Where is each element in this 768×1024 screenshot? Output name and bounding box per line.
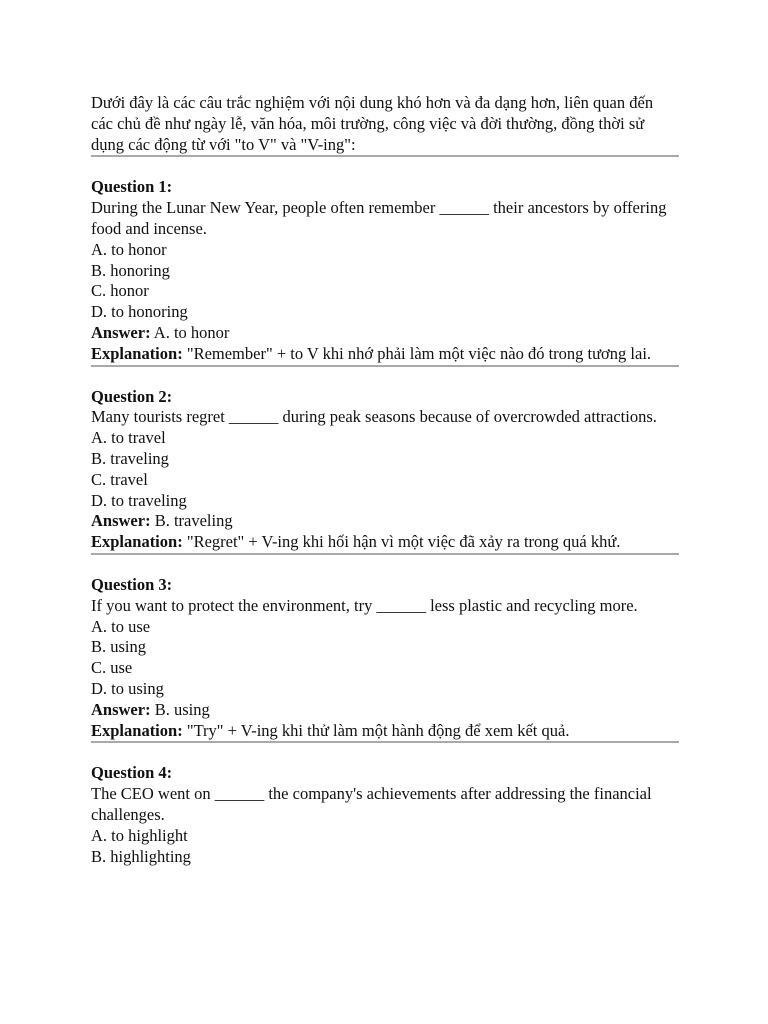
question-stem: Many tourists regret ______ during peak seasons because of overcrowded attractions. (91, 407, 657, 427)
answer-value: B. using (154, 699, 210, 719)
explanation-text: "Try" + V-ing khi thử làm một hành động để xem kết quả. (186, 720, 570, 740)
question-stem: During the Lunar New Year, people often remember ______ their ancestors by offering food and incense. (91, 198, 667, 238)
document-body (91, 93, 679, 867)
question-block (91, 177, 679, 364)
option: B. highlighting (91, 846, 191, 866)
answer-label: Answer: (91, 511, 151, 531)
option: D. to honoring (91, 302, 188, 322)
section-divider (91, 553, 679, 555)
question-title: Question 1: (91, 177, 173, 197)
question-block (91, 763, 679, 867)
explanation-text: "Remember" + to V khi nhớ phải làm một việc nào đó trong tương lai. (186, 343, 652, 363)
option: B. using (91, 637, 147, 657)
question-block (91, 387, 679, 553)
answer-line (91, 511, 679, 532)
answer-label: Answer: (91, 322, 151, 342)
answer-value: A. to honor (153, 322, 230, 342)
intro-paragraph: Dưới đây là các câu trắc nghiệm với nội dung khó hơn và đa dạng hơn, liên quan đến các chủ đề như ngày lễ, văn hóa, môi trường, công việc và đời thường, đồng thời sử dụng các động từ với "to V" và "V-ing": (91, 93, 654, 154)
explanation-label: Explanation: (91, 532, 183, 552)
question-title: Question 4: (91, 763, 173, 783)
option: A. to honor (91, 239, 167, 259)
option: C. use (91, 658, 133, 678)
explanation-line (91, 532, 679, 553)
explanation-line (91, 721, 679, 742)
answer-value: B. traveling (154, 511, 233, 531)
option: A. to travel (91, 428, 166, 448)
question-block (91, 575, 679, 741)
question-title: Question 3: (91, 574, 173, 594)
explanation-line (91, 344, 679, 365)
option: B. honoring (91, 260, 170, 280)
question-stem: If you want to protect the environment, try ______ less plastic and recycling more. (91, 595, 638, 615)
answer-line (91, 323, 679, 344)
section-divider (91, 741, 679, 743)
section-divider (91, 155, 679, 157)
option: A. to highlight (91, 825, 188, 845)
question-title: Question 2: (91, 386, 173, 406)
answer-label: Answer: (91, 699, 151, 719)
explanation-label: Explanation: (91, 343, 183, 363)
option: C. honor (91, 281, 149, 301)
option: D. to traveling (91, 490, 187, 510)
option: C. travel (91, 469, 148, 489)
option: D. to using (91, 678, 164, 698)
explanation-label: Explanation: (91, 720, 183, 740)
answer-line (91, 700, 679, 721)
section-divider (91, 365, 679, 367)
option: A. to use (91, 616, 151, 636)
question-stem: The CEO went on ______ the company's achievements after addressing the financial challenges. (91, 784, 652, 824)
explanation-text: "Regret" + V-ing khi hối hận vì một việc đã xảy ra trong quá khứ. (186, 532, 621, 552)
option: B. traveling (91, 448, 169, 468)
